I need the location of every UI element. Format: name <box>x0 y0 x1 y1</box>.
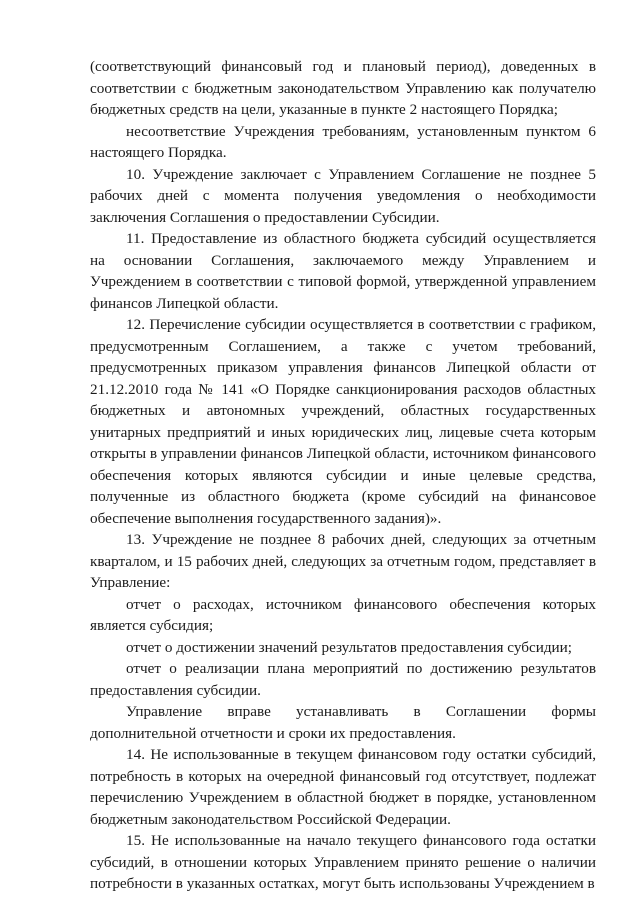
paragraph-13-additional-reporting: Управление вправе устанавливать в Соглашении формы дополнительной отчетности и сроки их предоставления. <box>90 703 596 742</box>
paragraph-14: 14. Не использованные в текущем финансовом году остатки субсидий, потребность в которых на очередной финансовый год отсутствует, подлежат перечислению Учреждением в областной бюджет в порядке, установленном бюджетным законодательством Российской Федерации. <box>90 746 596 828</box>
paragraph-continuation: (соответствующий финансовый год и плановый период), доведенных в соответствии с бюджетным законодательством Управлению как получателю бюджетных средств на цели, указанные в пункте 2 настоящего Порядка; <box>90 58 596 118</box>
paragraph-12: 12. Перечисление субсидии осуществляется в соответствии с графиком, предусмотренным Соглашением, а также с учетом требований, предусмотренных приказом управления финансов Липецкой области от 21.12.2010 года № 141 «О Порядке санкционирования расходов областных бюджетных и автономных учреждений, областных государственных унитарных предприятий и иных юридических лиц, лицевые счета которым открыты в управлении финансов Липецкой области, источником финансового обеспечения которых являются субсидии и иные целевые средства, полученные из областного бюджета (кроме субсидий на финансовое обеспечение выполнения государственного задания)». <box>90 316 596 527</box>
paragraph-nonconformity: несоответствие Учреждения требованиям, установленным пунктом 6 настоящего Порядка. <box>90 122 596 161</box>
paragraph-13-report-expenses: отчет о расходах, источником финансового обеспечения которых является субсидия; <box>90 595 596 634</box>
paragraph-13-report-results: отчет о достижении значений результатов предоставления субсидии; <box>126 638 573 656</box>
paragraph-11: 11. Предоставление из областного бюджета субсидий осуществляется на основании Соглашения, заключаемого между Управлением и Учреждением в соответствии с типовой формой, утвержденной управлением финансов Липецкой области. <box>90 230 596 312</box>
paragraph-10: 10. Учреждение заключает с Управлением Соглашение не позднее 5 рабочих дней с момента получения уведомления о необходимости заключения Соглашения о предоставлении Субсидии. <box>90 165 596 226</box>
paragraph-13: 13. Учреждение не позднее 8 рабочих дней, следующих за отчетным кварталом, и 15 рабочих дней, следующих за отчетным годом, представляет в Управление: <box>90 531 596 591</box>
document-body <box>90 56 596 895</box>
paragraph-15: 15. Не использованные на начало текущего финансового года остатки субсидий, в отношении которых Управлением принято решение о наличии потребности в указанных остатках, могут быть использованы Учреждением в <box>90 832 596 892</box>
paragraph-13-report-plan: отчет о реализации плана мероприятий по достижению результатов предоставления субсидии. <box>90 660 596 699</box>
